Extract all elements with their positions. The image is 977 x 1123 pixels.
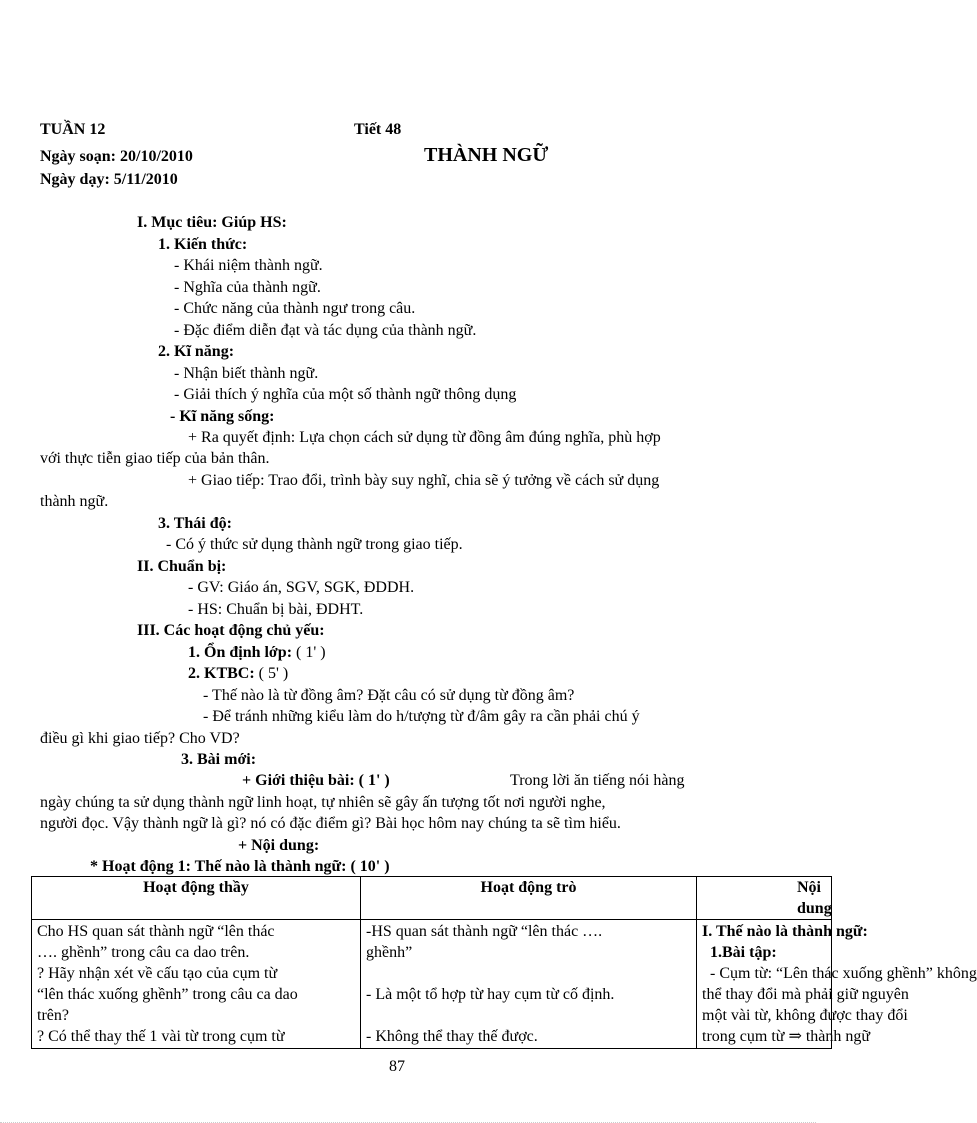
cell-line: - Là một tổ hợp từ hay cụm từ cố định.: [366, 986, 615, 1003]
intro-text: ngày chúng ta sử dụng thành ngữ linh hoạt, tự nhiên sẽ gây ấn tượng tốt nơi người nghe,: [40, 794, 606, 811]
activity-table: [31, 876, 977, 1049]
knowledge-item: - Chức năng của thành ngư trong câu.: [174, 300, 416, 317]
cell-line: ghềnh”: [366, 944, 413, 961]
cell-line: [366, 1005, 691, 1026]
cell-line: I. Thế nào là thành ngữ:: [702, 923, 868, 940]
teach-date: Ngày dạy: 5/11/2010: [40, 171, 178, 188]
step2-question: - Thế nào là từ đồng âm? Đặt câu có sử dụng từ đồng âm?: [203, 687, 575, 704]
life-skill-line: thành ngữ.: [40, 493, 109, 510]
cell-line: -HS quan sát thành ngữ “lên thác ….: [366, 923, 603, 940]
preparation-heading: II. Chuẩn bị:: [137, 558, 227, 575]
cell-line: - Không thể thay thế được.: [366, 1028, 538, 1045]
step3-label: 3. Bài mới:: [181, 751, 257, 768]
cell-line: ? Hãy nhận xét về cấu tạo của cụm từ: [37, 965, 278, 982]
cell-line: ? Có thể thay thế 1 vài từ trong cụm từ: [37, 1028, 285, 1045]
page-title: THÀNH NGỮ: [424, 144, 549, 166]
cell-line: …. ghềnh” trong câu ca dao trên.: [37, 944, 250, 961]
attitude-item: - Có ý thức sử dụng thành ngữ trong giao tiếp.: [166, 536, 463, 553]
cell-line: Cho HS quan sát thành ngữ “lên thác: [37, 923, 275, 940]
preparation-teacher: - GV: Giáo án, SGV, SGK, ĐDDH.: [188, 579, 415, 596]
header-student: Hoạt động trò: [361, 877, 697, 920]
life-skills-heading: - Kĩ năng sống:: [170, 408, 275, 425]
page-number: 87: [389, 1058, 405, 1075]
intro-time: ( 1' ): [358, 772, 390, 789]
cell-line: trên?: [37, 1007, 69, 1024]
intro-label: + Giới thiệu bài:: [242, 772, 355, 789]
intro-text: Trong lời ăn tiếng nói hàng: [510, 772, 685, 789]
lesson-label: Tiết 48: [354, 121, 402, 138]
step1: [188, 643, 326, 663]
intro-text: người đọc. Vậy thành ngữ là gì? nó có đặc điểm gì? Bài học hôm nay chúng ta sẽ tìm hiểu.: [40, 815, 621, 832]
header-teacher: Hoạt động thầy: [32, 877, 361, 920]
intro-line: [242, 771, 390, 791]
step2-question: - Để tránh những kiểu làm do h/tượng từ đ/âm gây ra cần phải chú ý: [203, 708, 640, 725]
knowledge-item: - Đặc điểm diễn đạt và tác dụng của thành ngữ.: [174, 322, 477, 339]
header-content: Nội dung: [697, 877, 832, 920]
step1-time: ( 1' ): [296, 644, 326, 661]
step2: [188, 664, 288, 684]
cell-line: thể thay đổi mà phải giữ nguyên: [702, 986, 909, 1003]
activities-heading: III. Các hoạt động chủ yếu:: [137, 622, 325, 639]
step2-label: 2. KTBC:: [188, 665, 255, 682]
activity1-heading: * Hoạt động 1: Thế nào là thành ngữ: ( 10' ): [90, 858, 390, 875]
knowledge-item: - Nghĩa của thành ngữ.: [174, 279, 321, 296]
prep-date: Ngày soạn: 20/10/2010: [40, 148, 193, 165]
cell-line: “lên thác xuống ghềnh” trong câu ca dao: [37, 986, 298, 1003]
attitude-heading: 3. Thái độ:: [158, 515, 232, 532]
step2-question: điều gì khi giao tiếp? Cho VD?: [40, 730, 240, 747]
objectives-heading: I. Mục tiêu: Giúp HS:: [137, 214, 287, 231]
week-label: TUẦN 12: [40, 121, 106, 138]
content-label: + Nội dung:: [238, 837, 320, 854]
life-skill-line: + Ra quyết định: Lựa chọn cách sử dụng từ đồng âm đúng nghĩa, phù hợp: [188, 429, 661, 446]
step1-label: 1. Ổn định lớp:: [188, 644, 293, 661]
skill-item: - Giải thích ý nghĩa của một số thành ngữ thông dụng: [174, 386, 517, 403]
table-header-row: [32, 877, 832, 920]
life-skill-line: + Giao tiếp: Trao đổi, trình bày suy nghĩ, chia sẽ ý tưởng về cách sử dụng: [188, 472, 660, 489]
cell-line: - Cụm từ: “Lên thác xuống ghềnh” không: [702, 965, 977, 982]
knowledge-item: - Khái niệm thành ngữ.: [174, 257, 323, 274]
preparation-student: - HS: Chuẩn bị bài, ĐDHT.: [188, 601, 364, 618]
cell-line: một vài từ, không được thay đổi: [702, 1007, 908, 1024]
teacher-cell: [32, 920, 361, 1049]
cell-line: 1.Bài tập:: [710, 944, 777, 961]
cell-line: trong cụm từ ⇒ thành ngữ: [702, 1028, 871, 1045]
cell-line: [366, 963, 691, 984]
student-cell: [361, 920, 697, 1049]
table-row: [32, 920, 832, 1049]
knowledge-heading: 1. Kiến thức:: [158, 236, 248, 253]
step2-time: ( 5' ): [258, 665, 289, 682]
skill-item: - Nhận biết thành ngữ.: [174, 365, 319, 382]
life-skill-line: với thực tiễn giao tiếp của bản thân.: [40, 450, 270, 467]
skills-heading: 2. Kĩ năng:: [158, 343, 235, 360]
content-cell: [697, 920, 977, 1049]
